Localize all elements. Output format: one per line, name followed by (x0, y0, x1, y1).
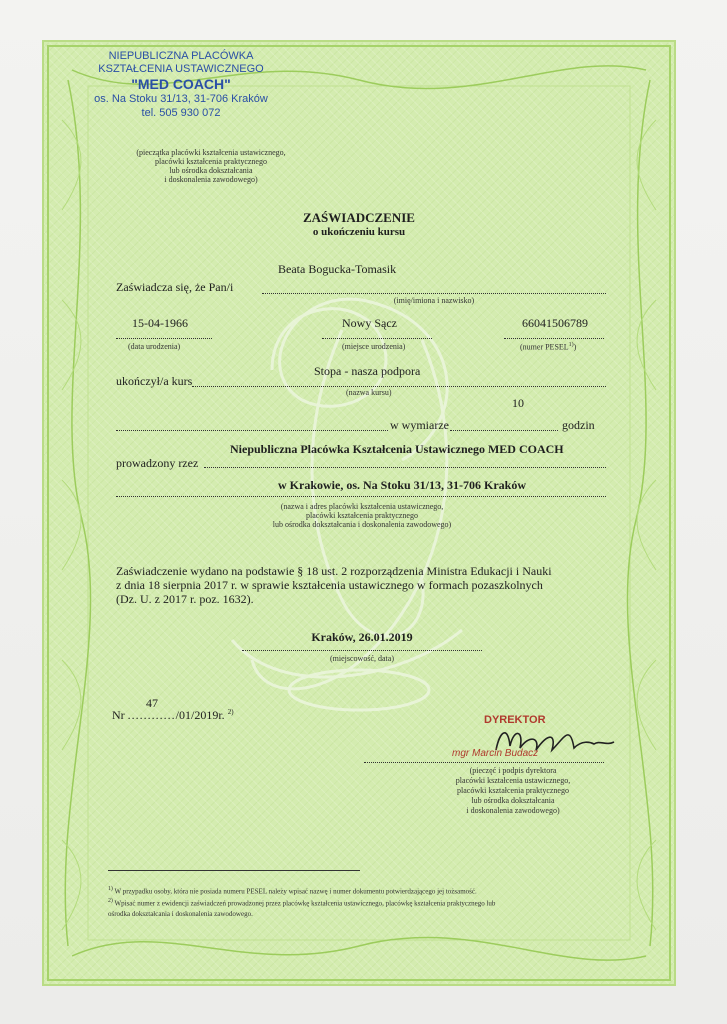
provider-caption-line: placówki kształcenia praktycznego (306, 511, 418, 520)
stamp-caption-line: lub ośrodka dokształcania (169, 166, 253, 175)
footnote-text: ośrodka dokształcania i doskonalenia zawodowego. (108, 909, 253, 918)
dotted-line (204, 467, 606, 468)
person-caption: (imię/imiona i nazwisko) (393, 296, 475, 305)
course-caption: (nazwa kursu) (346, 388, 392, 397)
footnotes (108, 884, 495, 919)
dotted-line (262, 293, 606, 294)
dotted-line (364, 762, 604, 763)
signature-caption-line: lub ośrodka dokształcania (471, 796, 555, 805)
birth-date-value: 15-04-1966 (132, 316, 188, 330)
stamp-line-4: os. Na Stoku 31/13, 31-706 Kraków (94, 93, 268, 105)
dotted-line (116, 338, 212, 339)
footnote-mark: 1) (108, 886, 113, 892)
hours-suffix: godzin (562, 418, 595, 432)
certificate-number-value: 47 (146, 696, 158, 710)
pesel-caption (520, 342, 576, 352)
dotted-line (504, 338, 604, 339)
birth-place-value: Nowy Sącz (342, 316, 397, 330)
document-title: ZAŚWIADCZENIE (303, 210, 415, 225)
provider-address: w Krakowie, os. Na Stoku 31/13, 31-706 Kraków (278, 478, 527, 492)
number-prefix: Nr (112, 708, 125, 722)
stamp-caption-line: i doskonalenia zawodowego) (164, 175, 258, 184)
pesel-caption-text: (numer PESEL (520, 342, 569, 352)
course-label: ukończył/a kurs (116, 374, 193, 388)
dotted-line (242, 650, 482, 651)
signature-caption-line: (pieczęć i podpis dyrektora (469, 766, 557, 775)
footnote-mark: 2) (108, 898, 113, 905)
signature-caption-line: placówki kształcenia praktycznego (457, 786, 569, 795)
legal-basis-line: (Dz. U. z 2017 r. poz. 1632). (116, 592, 254, 606)
legal-basis (116, 564, 552, 606)
stamp-caption-line: placówki kształcenia praktycznego (155, 157, 267, 166)
hours-prefix: w wymiarze (390, 418, 449, 432)
signature-caption-line: i doskonalenia zawodowego) (466, 806, 560, 815)
stamp-line-1: NIEPUBLICZNA PLACÓWKA (108, 50, 254, 62)
stamp-line-5: tel. 505 930 072 (141, 107, 221, 119)
signature-stamp-name: mgr Marcin Budacz (452, 748, 539, 759)
pesel-caption-end: ) (573, 342, 577, 352)
institution-stamp (86, 50, 276, 120)
footnote-2-cont (108, 909, 495, 919)
legal-basis-line: Zaświadczenie wydano na podstawie § 18 ust. 2 rozporządzenia Ministra Edukacji i Nauki (116, 564, 552, 578)
dotted-line (116, 430, 388, 431)
stamp-caption (126, 148, 296, 184)
hours-value: 10 (512, 396, 524, 410)
place-date-caption: (miejscowość, data) (330, 654, 394, 663)
dotted-line (322, 338, 432, 339)
pesel-value: 66041506789 (522, 316, 588, 330)
stamp-line-2: KSZTAŁCENIA USTAWICZNEGO (98, 63, 264, 75)
footnote-text: Wpisać numer z ewidencji zaświadczeń prowadzonej przez placówkę kształcenia ustawicznego, placówkę kształcenia praktycznego lub (114, 899, 496, 908)
footnote-2 (108, 896, 495, 908)
person-name-value: Beata Bogucka-Tomasik (278, 262, 397, 276)
place-date-value: Kraków, 26.01.2019 (311, 630, 413, 644)
certificate-number: Nr ............/01/2019r. $^{2)}$ (112, 708, 234, 722)
birth-date-caption: (data urodzenia) (128, 342, 181, 351)
legal-basis-line: z dnia 18 sierpnia 2017 r. w sprawie kształcenia ustawicznego w formach pozaszkolnych (116, 578, 543, 592)
provider-caption (262, 502, 462, 529)
provider-label: prowadzony rzez (116, 456, 199, 470)
number-footnote-mark: 2) (227, 708, 234, 716)
signature-caption-line: placówki kształcenia ustawicznego, (455, 776, 571, 785)
stamp-caption-line: (pieczątka placówki kształcenia ustawicznego, (136, 148, 286, 157)
footnote-separator (108, 870, 360, 871)
signature-stamp-title: DYREKTOR (484, 714, 546, 726)
pesel-caption-sup: 1) (568, 342, 574, 348)
dotted-line (192, 386, 606, 387)
stamp-line-3: "MED COACH" (131, 76, 231, 92)
provider-caption-line: lub ośrodka dokształcania i doskonalenia zawodowego) (272, 520, 452, 529)
number-suffix: /01/2019r. (175, 708, 225, 722)
birth-place-caption: (miejsce urodzenia) (342, 342, 406, 351)
dotted-line (116, 496, 606, 497)
dotted-line (450, 430, 558, 431)
footnote-1 (108, 884, 495, 896)
person-label: Zaświadcza się, że Pan/i (116, 280, 234, 294)
signature-caption (438, 766, 588, 816)
course-name-value: Stopa - nasza podpora (314, 364, 421, 378)
certificate (42, 40, 676, 986)
footnote-text: W przypadku osoby, która nie posiada numeru PESEL należy wpisać nazwę i numer dokumentu potwierdzającego jej tożsamość. (114, 887, 477, 896)
document-subtitle: o ukończeniu kursu (312, 226, 406, 238)
provider-name: Niepubliczna Placówka Kształcenia Ustawicznego MED COACH (230, 442, 564, 456)
provider-caption-line: (nazwa i adres placówki kształcenia ustawicznego, (280, 502, 444, 511)
